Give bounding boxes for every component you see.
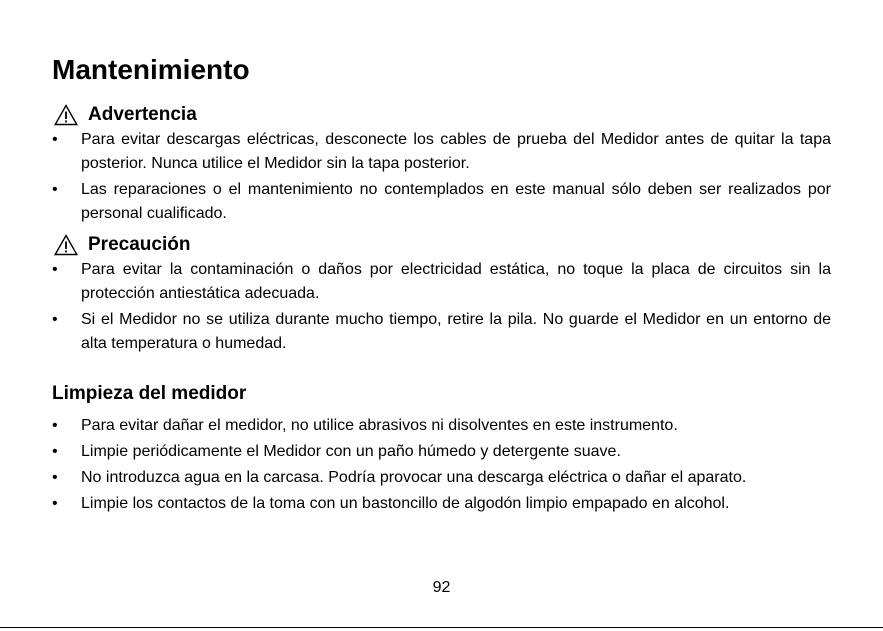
list-item bbox=[0, 440, 831, 464]
bullet: • bbox=[52, 469, 58, 486]
advertencia-list bbox=[0, 128, 831, 228]
precaucion-heading-label: Precaución bbox=[88, 234, 191, 255]
list-item-text: Limpie los contactos de la toma con un bastoncillo de algodón limpio empapado en alcohol. bbox=[81, 495, 730, 512]
precaucion-heading bbox=[54, 232, 190, 258]
advertencia-heading-label: Advertencia bbox=[88, 104, 197, 125]
list-item-text: Para evitar la contaminación o daños por electricidad estática, no toque la placa de circuitos sin la protección antiestática adecuada. bbox=[81, 261, 831, 302]
precaucion-list bbox=[0, 258, 831, 358]
list-item bbox=[0, 258, 831, 306]
bullet: • bbox=[52, 311, 58, 328]
page-number: 92 bbox=[432, 579, 451, 596]
advertencia-heading bbox=[54, 102, 197, 128]
list-item-text: Si el Medidor no se utiliza durante mucho tiempo, retire la pila. No guarde el Medidor en un entorno de alta temperatura o humedad. bbox=[81, 311, 831, 352]
bullet: • bbox=[52, 443, 58, 460]
list-item bbox=[0, 308, 831, 356]
list-item bbox=[0, 492, 831, 516]
list-item bbox=[0, 178, 831, 226]
list-item-text: Limpie periódicamente el Medidor con un paño húmedo y detergente suave. bbox=[81, 443, 621, 460]
bullet: • bbox=[52, 131, 58, 148]
list-item bbox=[0, 414, 831, 438]
bullet: • bbox=[52, 495, 58, 512]
list-item-text: No introduzca agua en la carcasa. Podría provocar una descarga eléctrica o dañar el aparato. bbox=[81, 469, 747, 486]
list-item-text: Las reparaciones o el mantenimiento no contemplados en este manual sólo deben ser realizados por personal cualificado. bbox=[81, 181, 831, 222]
warning-triangle-icon bbox=[54, 104, 78, 126]
bullet: • bbox=[52, 181, 58, 198]
limpieza-list bbox=[0, 414, 831, 518]
list-item bbox=[0, 128, 831, 176]
bottom-rule bbox=[0, 627, 883, 628]
list-item-text: Para evitar dañar el medidor, no utilice abrasivos ni disolventes en este instrumento. bbox=[81, 417, 678, 434]
bullet: • bbox=[52, 417, 58, 434]
bullet: • bbox=[52, 261, 58, 278]
page-title: Mantenimiento bbox=[52, 54, 250, 85]
limpieza-heading: Limpieza del medidor bbox=[52, 383, 247, 404]
list-item bbox=[0, 466, 831, 490]
list-item-text: Para evitar descargas eléctricas, desconecte los cables de prueba del Medidor antes de quitar la tapa posterior. Nunca utilice el Medidor sin la tapa posterior. bbox=[81, 131, 831, 172]
warning-triangle-icon bbox=[54, 234, 78, 256]
